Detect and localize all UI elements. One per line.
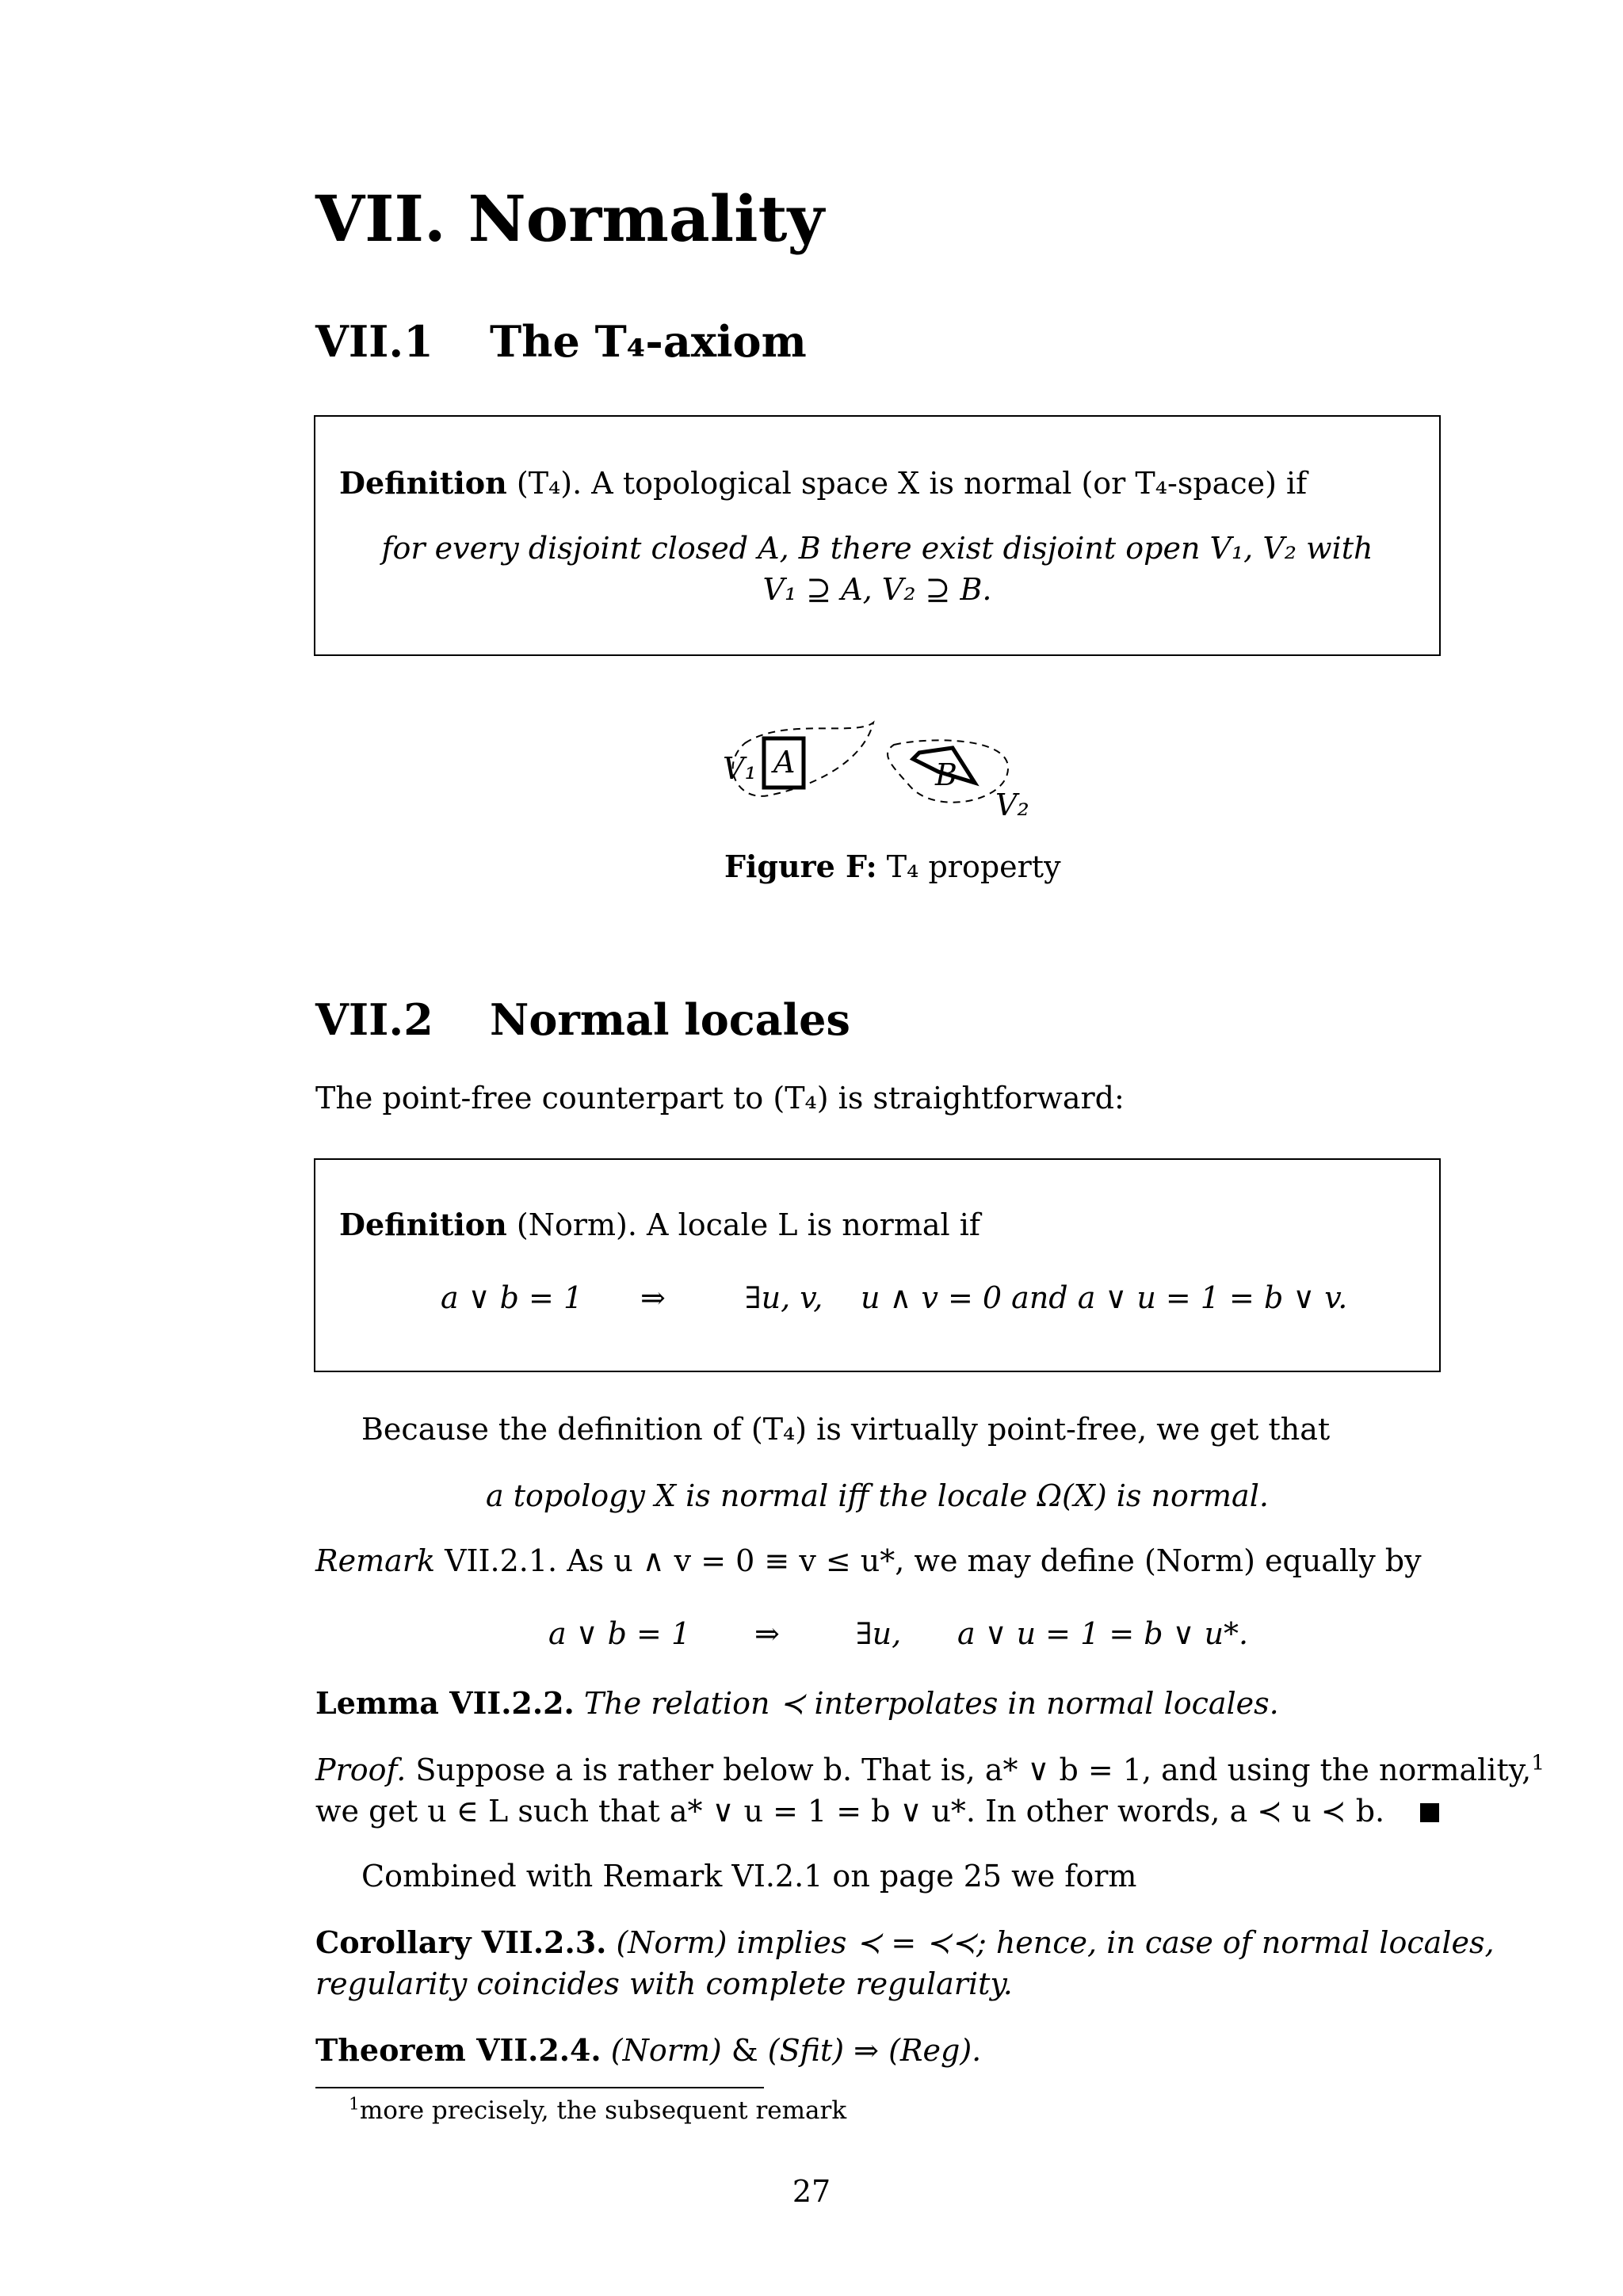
definition-tag: (T₄).: [516, 466, 582, 501]
paragraph-iff: a topology X is normal iff the locale Ω(X) is normal.: [486, 1478, 1269, 1513]
definition-tag: (Norm).: [516, 1207, 637, 1242]
remark-label: Remark: [315, 1543, 435, 1578]
proof-line-2: we get u ∈ L such that a* ∨ u = 1 = b ∨ u*. In other words, a ≺ u ≺ b.: [315, 1794, 1385, 1829]
figure-caption: [724, 848, 1061, 886]
remark-formula-right: a ∨ u = 1 = b ∨ u*.: [957, 1616, 1249, 1651]
figure-caption-text: T₄ property: [886, 849, 1061, 884]
remark-formula-exists: ∃u,: [856, 1616, 902, 1651]
definition-t4-head: [339, 464, 1307, 502]
norm-formula-arrow: ⇒: [640, 1280, 666, 1315]
remark-text: VII.2.1. As u ∧ v = 0 ≡ v ≤ u*, we may define (Norm) equally by: [445, 1543, 1422, 1578]
qed-square: [1420, 1803, 1439, 1822]
theorem-label: Theorem VII.2.4.: [315, 2032, 601, 2068]
lemma-text: The relation ≺ interpolates in normal locales.: [583, 1686, 1279, 1721]
footnote-text: more precisely, the subsequent remark: [359, 2096, 847, 2125]
proof-label: Proof.: [315, 1753, 407, 1787]
footnote-rule: [315, 2087, 764, 2088]
section-number: VII.2: [315, 994, 433, 1045]
footnote: [349, 2095, 846, 2126]
definition-t4-statement-2: V₁ ⊇ A, V₂ ⊇ B.: [762, 572, 992, 607]
figure-label-v1: V₁: [723, 751, 757, 786]
definition-text: A topological space X is normal (or T₄-space) if: [591, 466, 1308, 501]
section-title: Normal locales: [490, 994, 850, 1045]
section-number: VII.1: [315, 316, 433, 367]
section-heading-1: [315, 315, 807, 368]
theorem-text-a: (Norm): [610, 2033, 722, 2068]
corollary-label: Corollary VII.2.3.: [315, 1924, 607, 1960]
remark: [315, 1542, 1422, 1580]
proof-text-1: Suppose a is rather below b. That is, a* ∨ b = 1, and using the normality,: [415, 1753, 1532, 1787]
definition-label: Definition: [339, 465, 507, 501]
footnote-number: 1: [349, 2094, 360, 2115]
paragraph-because: Because the definition of (T₄) is virtually point-free, we get that: [361, 1412, 1331, 1447]
chapter-title: VII. Normality: [315, 181, 824, 256]
figure-label-a: A: [773, 745, 796, 780]
figure-label-b: B: [935, 757, 957, 792]
theorem: [315, 2031, 981, 2069]
remark-formula-arrow: ⇒: [754, 1616, 780, 1651]
corollary-line-2: regularity coincides with complete regularity.: [315, 1966, 1013, 2001]
lemma-label: Lemma VII.2.2.: [315, 1685, 575, 1721]
section-title: The T₄-axiom: [490, 316, 807, 367]
figure-caption-label: Figure F:: [724, 849, 877, 884]
definition-t4-statement-1: for every disjoint closed A, B there exist disjoint open V₁, V₂ with: [381, 531, 1373, 566]
definition-norm-box: [314, 1158, 1441, 1372]
page-number: 27: [792, 2174, 831, 2209]
definition-norm-head: [339, 1206, 980, 1244]
paragraph-combined: Combined with Remark VI.2.1 on page 25 we form: [361, 1859, 1137, 1894]
corollary-line-1: [315, 1924, 1495, 1962]
definition-label: Definition: [339, 1207, 507, 1242]
theorem-text-b: (Sfit) ⇒ (Reg).: [767, 2033, 982, 2068]
remark-formula-left: a ∨ b = 1: [548, 1616, 691, 1651]
section-heading-2: [315, 994, 850, 1046]
lemma: [315, 1684, 1279, 1722]
definition-text: A locale L is normal if: [647, 1207, 980, 1242]
proof-line-1: [315, 1751, 1545, 1789]
intro-paragraph: The point-free counterpart to (T₄) is straightforward:: [315, 1081, 1125, 1116]
norm-formula-right: u ∧ v = 0 and a ∨ u = 1 = b ∨ v.: [861, 1280, 1348, 1315]
norm-formula-exists: ∃u, v,: [745, 1280, 823, 1315]
footnote-mark: 1: [1531, 1750, 1545, 1775]
corollary-text-1: (Norm) implies ≺ = ≺≺; hence, in case of normal locales,: [616, 1925, 1495, 1960]
norm-formula-left: a ∨ b = 1: [441, 1280, 583, 1315]
theorem-amp: &: [731, 2033, 758, 2068]
figure-label-v2: V₂: [995, 788, 1029, 822]
